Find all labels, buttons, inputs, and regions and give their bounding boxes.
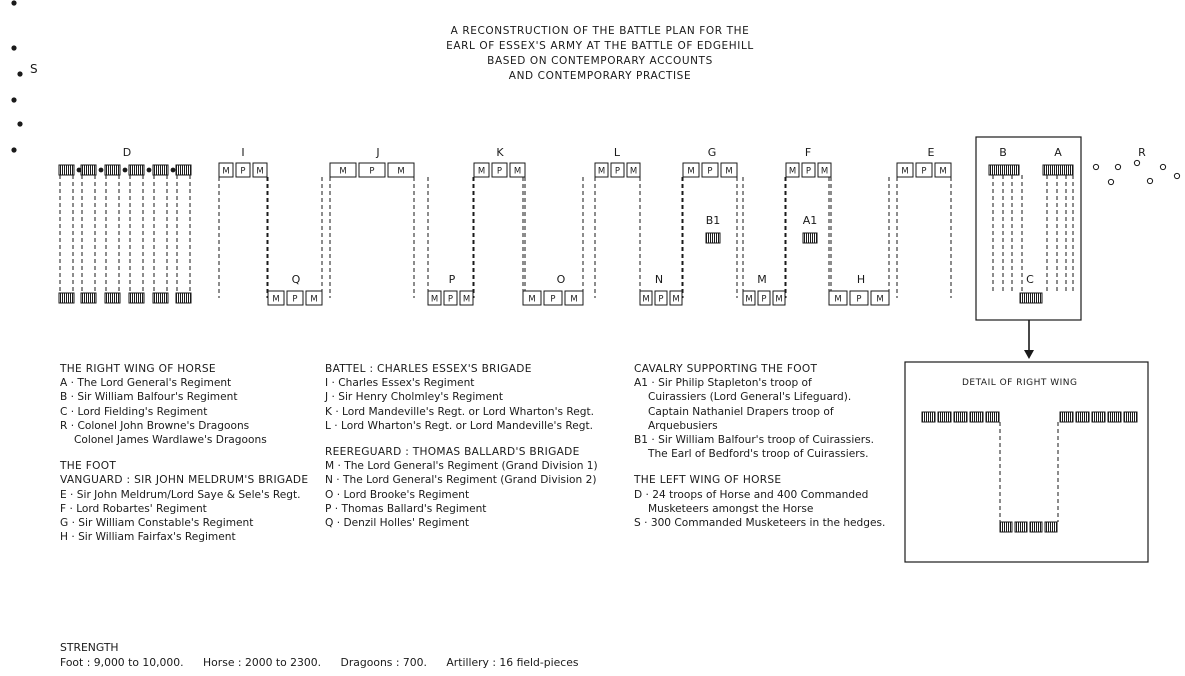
unit-box-letter: M xyxy=(629,166,638,177)
unit-box-letter: M xyxy=(597,166,606,177)
vanguard-heading: VANGUARD : SIR JOHN MELDRUM'S BRIGADE xyxy=(60,474,309,487)
foot-regiment-G xyxy=(683,163,737,177)
legend-item: Musketeers amongst the Horse xyxy=(648,502,814,515)
unit-box-letter: P xyxy=(447,294,454,305)
label-C: C xyxy=(1026,273,1034,286)
label-A1: A1 xyxy=(802,214,818,227)
legend-item: A · The Lord General's Regiment xyxy=(60,377,232,390)
legend-item: Q · Denzil Holles' Regiment xyxy=(325,517,470,530)
label-R: R xyxy=(1138,146,1146,159)
dragoon-circle xyxy=(1134,160,1139,165)
unit-box-letter: M xyxy=(462,294,471,305)
cavalry-support-B1 xyxy=(706,233,720,243)
unit-box-letter: M xyxy=(528,294,536,305)
unit-box-letter: M xyxy=(430,294,439,305)
unit-markers xyxy=(59,163,1073,305)
horse-troop-D-rear xyxy=(81,293,96,303)
unit-box-letter: M xyxy=(788,166,797,177)
musketeer-dot xyxy=(99,168,104,173)
legend-item: P · Thomas Ballard's Regiment xyxy=(325,502,487,515)
hedge-musketeer-dot xyxy=(17,71,22,76)
hedge-musketeer-dot xyxy=(11,45,16,50)
strength-foot: Foot : 9,000 to 10,000. xyxy=(60,656,184,669)
foot-regiment-L xyxy=(595,163,640,177)
unit-box-letter: M xyxy=(642,294,650,305)
horse-troop-D-front xyxy=(153,165,168,175)
unit-box-letter: M xyxy=(339,166,347,177)
foot-regiment-F xyxy=(786,163,831,177)
label-B1: B1 xyxy=(705,214,721,227)
label-B: B xyxy=(999,146,1007,159)
horse-troop-D-rear xyxy=(129,293,144,303)
detail-horse-troop xyxy=(1000,522,1012,532)
hedge-musketeer-dot xyxy=(11,0,16,5)
horse-troop-D-front xyxy=(81,165,96,175)
unit-box-letter: M xyxy=(672,294,680,305)
detail-horse-troop xyxy=(1045,522,1057,532)
legend-item: S · 300 Commanded Musketeers in the hedges. xyxy=(634,517,886,530)
unit-box-letter: P xyxy=(856,294,862,305)
legend-item: B · Sir William Balfour's Regiment xyxy=(60,391,238,404)
label-Q: Q xyxy=(291,273,301,286)
label-J: J xyxy=(376,146,380,159)
unit-box-letter: M xyxy=(775,294,783,305)
hedge-musketeer-dot xyxy=(11,97,16,102)
foot-regiment-P xyxy=(428,291,473,305)
horse-troop-D-rear xyxy=(105,293,120,303)
legend-item: O · Lord Brooke's Regiment xyxy=(325,488,470,501)
strength-dragoons: Dragoons : 700. xyxy=(340,656,427,669)
legend-item: N · The Lord General's Regiment (Grand Division 2) xyxy=(325,474,597,487)
legend-item: R · Colonel John Browne's Dragoons xyxy=(60,419,250,432)
legend-column-1 xyxy=(60,362,308,544)
legend-item: Captain Nathaniel Drapers troop of xyxy=(648,405,834,418)
unit-box-letter: P xyxy=(369,166,375,177)
unit-box-letter: M xyxy=(570,294,578,305)
unit-box-letter: M xyxy=(477,166,486,177)
unit-box-letter: M xyxy=(939,166,947,177)
legend-item: H · Sir William Fairfax's Regiment xyxy=(60,531,236,544)
cavalry-support-A1 xyxy=(803,233,817,243)
right-wing-heading: THE RIGHT WING OF HORSE xyxy=(60,363,216,375)
musketeer-dot xyxy=(171,168,176,173)
horse-troop-D-rear xyxy=(153,293,168,303)
detail-horse-troop xyxy=(954,412,967,422)
detail-horse-troop xyxy=(1124,412,1137,422)
detail-horse-troop xyxy=(1030,522,1042,532)
detail-horse-troop xyxy=(1015,522,1027,532)
unit-box-letter: M xyxy=(310,294,318,305)
musketeer-dot xyxy=(77,168,82,173)
detail-horse-troop xyxy=(986,412,999,422)
label-P: P xyxy=(448,273,456,286)
foot-regiment-M xyxy=(743,291,785,305)
left-wing-heading: THE LEFT WING OF HORSE xyxy=(634,474,782,487)
detail-horse-troop xyxy=(922,412,935,422)
foot-regiment-I xyxy=(219,163,267,177)
title-line: A RECONSTRUCTION OF THE BATTLE PLAN FOR THE xyxy=(450,25,750,37)
hedge-musketeer-dot xyxy=(17,121,22,126)
dragoon-circle xyxy=(1115,164,1120,169)
detail-arrow-head xyxy=(1024,350,1034,359)
label-G: G xyxy=(707,146,717,159)
unit-box-letter: P xyxy=(805,166,812,177)
dragoon-circle xyxy=(1108,179,1113,184)
dragoon-circle xyxy=(1160,164,1165,169)
label-L: L xyxy=(613,146,621,159)
strength-summary xyxy=(60,640,595,670)
title-line: EARL OF ESSEX'S ARMY AT THE BATTLE OF EDGEHILL xyxy=(446,40,754,52)
title-line: BASED ON CONTEMPORARY ACCOUNTS xyxy=(487,55,713,67)
unit-box-letter: M xyxy=(725,166,733,177)
label-F: F xyxy=(804,146,812,159)
horse-troop-D-rear xyxy=(59,293,74,303)
detail-horse-troop xyxy=(938,412,951,422)
unit-box-letter: P xyxy=(550,294,556,305)
legend-item: Cuirassiers (Lord General's Lifeguard). xyxy=(648,391,852,404)
legend-column-3 xyxy=(634,362,885,530)
horse-troop-D-front xyxy=(59,165,74,175)
legend-item: Colonel James Wardlawe's Dragoons xyxy=(74,434,267,447)
legend-item: D · 24 troops of Horse and 400 Commanded xyxy=(634,488,869,501)
foot-regiment-H xyxy=(829,291,889,305)
unit-box-letter: M xyxy=(745,294,753,305)
detail-horse-troop xyxy=(1076,412,1089,422)
unit-box-letter: P xyxy=(921,166,927,177)
legend-item: M · The Lord General's Regiment (Grand Division 1) xyxy=(325,460,598,473)
unit-box-letter: M xyxy=(397,166,405,177)
legend-item: C · Lord Fielding's Regiment xyxy=(60,405,208,418)
reereguard-heading: REEREGUARD : THOMAS BALLARD'S BRIGADE xyxy=(325,446,580,459)
unit-box-letter: M xyxy=(901,166,909,177)
musketeer-dot xyxy=(123,168,128,173)
horse-regiment-C xyxy=(1020,293,1042,303)
detail-horse-troop xyxy=(1108,412,1121,422)
diagram-title xyxy=(380,24,820,84)
label-M: M xyxy=(757,273,767,286)
detail-horse-troop xyxy=(1092,412,1105,422)
label-K: K xyxy=(496,146,504,159)
horse-regiment-B xyxy=(989,165,1019,175)
horse-troop-D-front xyxy=(129,165,144,175)
legend-item: K · Lord Mandeville's Regt. or Lord Wharton's Regt. xyxy=(325,405,595,418)
foot-heading: THE FOOT xyxy=(60,460,117,473)
strength-horse: Horse : 2000 to 2300. xyxy=(203,656,322,669)
battel-heading: BATTEL : CHARLES ESSEX'S BRIGADE xyxy=(325,363,532,375)
legend-item: The Earl of Bedford's troop of Cuirassiers. xyxy=(648,448,869,461)
horse-regiment-A xyxy=(1043,165,1073,175)
musketeer-dot xyxy=(147,168,152,173)
unit-box-letter: P xyxy=(292,294,298,305)
legend-item: G · Sir William Constable's Regiment xyxy=(60,517,254,530)
legend-item: J · Sir Henry Cholmley's Regiment xyxy=(325,391,503,404)
label-O: O xyxy=(556,273,566,286)
unit-box-letter: M xyxy=(222,166,230,177)
detail-horse-troop xyxy=(1060,412,1073,422)
label-I: I xyxy=(241,146,245,159)
foot-regiment-O xyxy=(523,291,583,305)
label-D: D xyxy=(122,146,132,159)
foot-regiment-J xyxy=(330,163,414,177)
foot-regiment-Q xyxy=(268,291,322,305)
detail-right-wing-title: DETAIL OF RIGHT WING xyxy=(962,378,1078,388)
unit-box-letter: M xyxy=(272,294,280,305)
dragoon-circle xyxy=(1147,178,1152,183)
unit-box-letter: P xyxy=(614,166,621,177)
legend-item: Arquebusiers xyxy=(648,419,718,432)
cavalry-support-heading: CAVALRY SUPPORTING THE FOOT xyxy=(634,363,818,375)
horse-troop-D-rear xyxy=(176,293,191,303)
legend-item: B1 · Sir William Balfour's troop of Cuirassiers. xyxy=(634,434,875,447)
unit-box-letter: M xyxy=(834,294,842,305)
title-line: AND CONTEMPORARY PRACTISE xyxy=(508,70,692,82)
label-A: A xyxy=(1054,146,1062,159)
musketeers-marker-label: S xyxy=(30,62,38,76)
unit-box-letter: M xyxy=(513,166,522,177)
foot-regiment-N xyxy=(640,291,682,305)
unit-box-letter: P xyxy=(761,294,767,305)
unit-box-letter: P xyxy=(496,166,503,177)
unit-box-letter: M xyxy=(256,166,264,177)
unit-box-letter: M xyxy=(687,166,695,177)
horse-troop-D-front xyxy=(105,165,120,175)
unit-box-letter: P xyxy=(240,166,246,177)
strength-heading: STRENGTH xyxy=(60,641,119,654)
dragoon-circle xyxy=(1174,173,1179,178)
legend-column-2 xyxy=(325,362,598,530)
detail-horse-troop xyxy=(970,412,983,422)
label-E: E xyxy=(927,146,935,159)
foot-regiment-E xyxy=(897,163,951,177)
hedge-musketeer-dot xyxy=(11,147,16,152)
unit-box-letter: M xyxy=(820,166,829,177)
legend-item: E · Sir John Meldrum/Lord Saye & Sele's Regt. xyxy=(60,488,301,501)
strength-artillery: Artillery : 16 field-pieces xyxy=(446,656,579,669)
label-N: N xyxy=(654,273,664,286)
label-H: H xyxy=(856,273,866,286)
legend-item: I · Charles Essex's Regiment xyxy=(325,377,475,390)
foot-regiment-K xyxy=(474,163,525,177)
legend-item: L · Lord Wharton's Regt. or Lord Mandeville's Regt. xyxy=(325,419,593,432)
legend-item: F · Lord Robartes' Regiment xyxy=(60,502,207,515)
unit-box-letter: P xyxy=(658,294,664,305)
horse-troop-D-front xyxy=(176,165,191,175)
legend-item: A1 · Sir Philip Stapleton's troop of xyxy=(634,377,812,390)
unit-box-letter: P xyxy=(707,166,713,177)
unit-box-letter: M xyxy=(876,294,884,305)
dragoon-circle xyxy=(1093,164,1098,169)
